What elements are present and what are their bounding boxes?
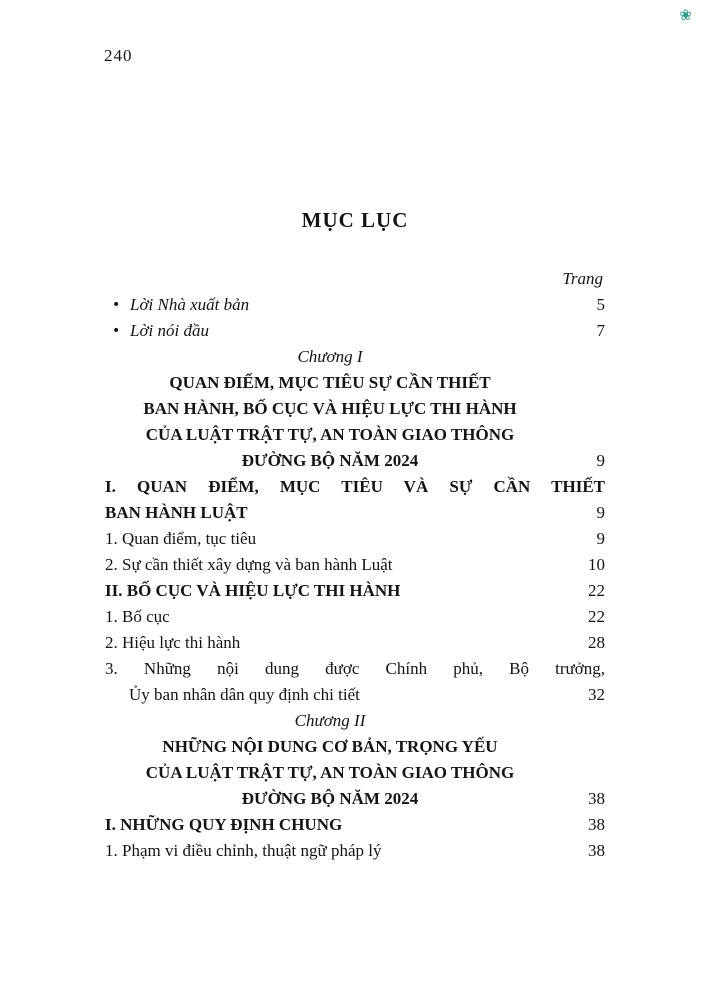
toc-line: 1. Quan điểm, tục tiêu	[105, 529, 257, 548]
toc-page-number: 22	[588, 607, 605, 626]
toc-entry-text	[130, 318, 605, 344]
toc-line: QUAN ĐIỂM, MỤC TIÊU SỰ CẦN THIẾT	[169, 373, 491, 392]
toc-entry	[105, 812, 605, 838]
toc-line: BAN HÀNH LUẬT	[105, 503, 248, 522]
toc-line: 1. Bố cục	[105, 607, 170, 626]
toc-title: MỤC LỤC	[301, 208, 409, 232]
toc-page-number: 9	[596, 529, 605, 548]
bullet-icon: •	[112, 297, 121, 313]
toc-entry	[105, 708, 605, 734]
chapter-label-text: Chương I	[297, 347, 363, 366]
page-column-header: Trang	[562, 269, 603, 288]
toc-line: NHỮNG NỘI DUNG CƠ BẢN, TRỌNG YẾU	[162, 737, 498, 756]
toc-entry-text	[105, 474, 605, 526]
toc-page-number: 32	[588, 685, 605, 704]
toc-entry-text	[105, 630, 605, 656]
toc-entry-text	[105, 734, 605, 812]
toc-entry	[105, 292, 605, 318]
toc-line: 2. Sự cần thiết xây dựng và ban hành Luật	[105, 555, 393, 574]
toc-entry	[105, 656, 605, 708]
toc-page-number: 38	[588, 789, 605, 808]
toc-entry	[105, 318, 605, 344]
toc-entry-text	[130, 292, 605, 318]
toc-line: II. BỐ CỤC VÀ HIỆU LỰC THI HÀNH	[105, 581, 401, 600]
toc-line: BAN HÀNH, BỐ CỤC VÀ HIỆU LỰC THI HÀNH	[143, 399, 517, 418]
toc-entry	[105, 630, 605, 656]
toc-entry	[105, 370, 605, 474]
toc-page-number: 7	[596, 321, 605, 340]
toc-line: CỦA LUẬT TRẬT TỰ, AN TOÀN GIAO THÔNG	[145, 425, 515, 444]
toc-entry	[105, 838, 605, 864]
toc-line: Ủy ban nhân dân quy định chi tiết	[129, 685, 360, 704]
flower-icon: ❀	[679, 6, 692, 24]
toc-line: CỦA LUẬT TRẬT TỰ, AN TOÀN GIAO THÔNG	[145, 763, 515, 782]
toc-page-number: 9	[596, 503, 605, 522]
toc-line: 3. Những nội dung được Chính phủ, Bộ trưởng,	[105, 659, 605, 678]
toc-page-number: 28	[588, 633, 605, 652]
toc-entry	[105, 604, 605, 630]
toc-entry	[105, 474, 605, 526]
toc-entry-text	[105, 812, 605, 838]
toc-content	[105, 0, 605, 864]
page-number-folio: 240	[104, 46, 133, 65]
toc-entry	[105, 344, 605, 370]
bullet-icon: •	[112, 323, 121, 339]
toc-entry-text	[105, 552, 605, 578]
toc-page-number: 9	[596, 451, 605, 470]
toc-entry	[105, 552, 605, 578]
toc-entry-text	[105, 604, 605, 630]
toc-entry-text	[105, 578, 605, 604]
toc-entry-text	[105, 656, 605, 708]
toc-line: ĐƯỜNG BỘ NĂM 2024	[241, 451, 419, 470]
toc-line: I. QUAN ĐIỂM, MỤC TIÊU VÀ SỰ CẦN THIẾT	[105, 477, 605, 496]
toc-entry	[105, 734, 605, 812]
chapter-label-text: Chương II	[294, 711, 366, 730]
toc-entry-text	[105, 370, 605, 474]
toc-page-number: 38	[588, 841, 605, 860]
toc-page-number: 5	[596, 295, 605, 314]
toc-entry-text	[105, 526, 605, 552]
toc-line: Lời nói đầu	[130, 321, 209, 340]
toc-entry-text	[105, 838, 605, 864]
toc-line: 1. Phạm vi điều chỉnh, thuật ngữ pháp lý	[105, 841, 382, 860]
toc-line: I. NHỮNG QUY ĐỊNH CHUNG	[105, 815, 343, 834]
toc-page-number: 10	[588, 555, 605, 574]
toc-line: ĐƯỜNG BỘ NĂM 2024	[241, 789, 419, 808]
toc-list	[105, 292, 605, 864]
toc-entry	[105, 526, 605, 552]
toc-line: Lời Nhà xuất bản	[130, 295, 250, 314]
toc-page-number: 38	[588, 815, 605, 834]
toc-page-number: 22	[588, 581, 605, 600]
toc-entry	[105, 578, 605, 604]
toc-line: 2. Hiệu lực thi hành	[105, 633, 241, 652]
